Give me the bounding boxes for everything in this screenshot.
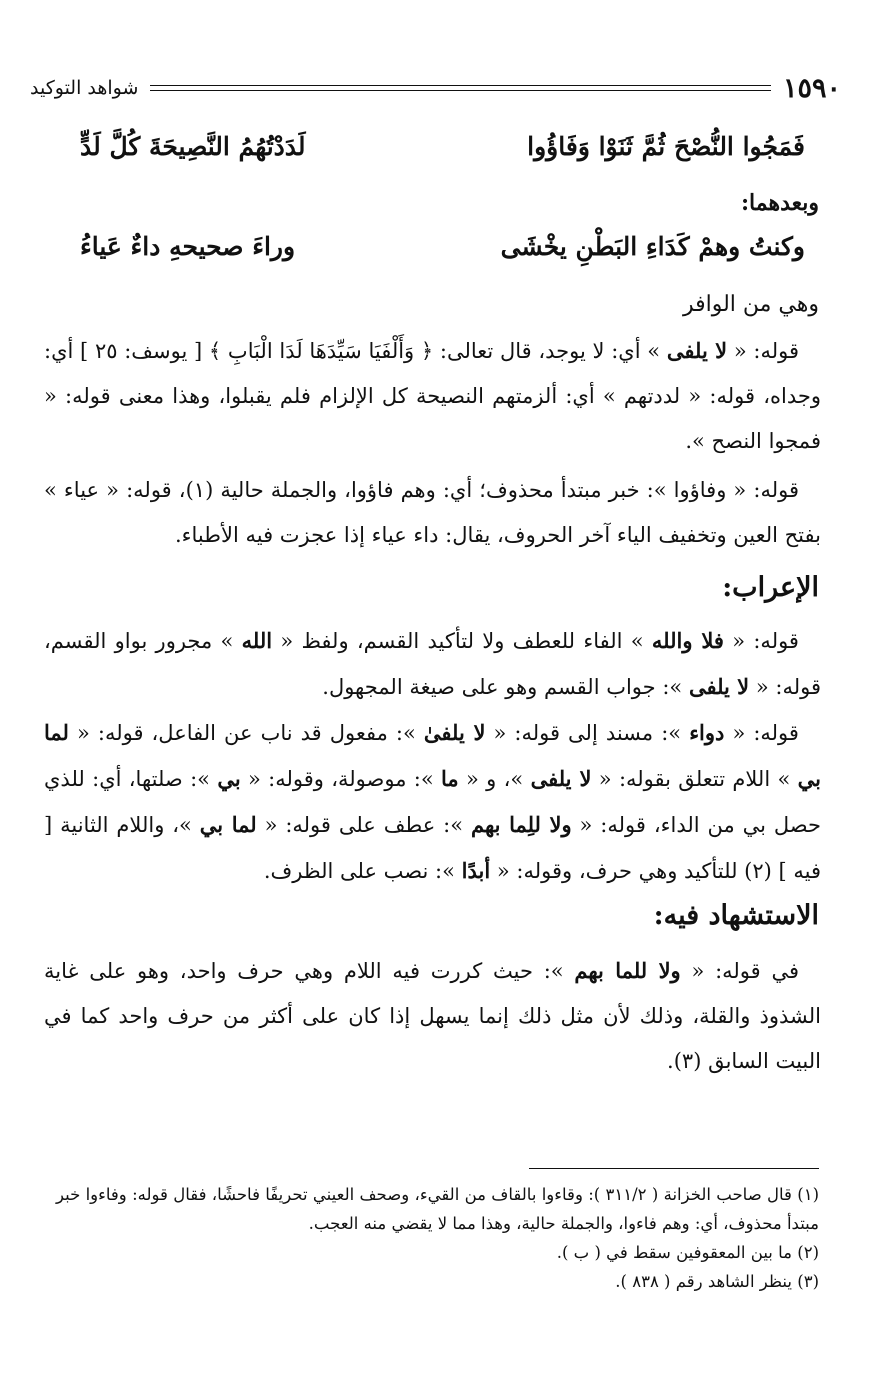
irab-paragraph-2 [44,710,821,894]
text-run: » مجرور بواو القسم، قوله: « [44,629,821,699]
header-rule [150,85,771,91]
quoted-term: دواء [689,720,725,745]
section-heading-istishhad: الاستشهاد فيه: [653,900,819,931]
text-run: قوله: « [732,629,799,653]
quoted-term: لا يلفى [666,338,728,363]
quoted-term: الله [241,628,273,653]
footnotes [56,1180,819,1296]
footnote-2: (٢) ما بين المعقوفين سقط في ( ب ). [556,1243,819,1262]
text-run: »: صلتها، أي: للذي حصل بي من الداء، قوله: « [44,767,821,837]
quoted-term: لا يلفى [688,674,750,699]
text-run: »: نصب على الظرف. [263,859,455,883]
verse-1-first-hemistich: فَمَجُوا النُّصْحَ ثُمَّ ثَنَوْا وَفَاؤُوا [527,132,805,161]
section-heading-irab: الإعراب: [722,572,819,603]
text-run: » أي: لا يوجد، قال تعالى: ﴿ وَأَلْفَيَا سَيِّدَهَا لَدَا الْبَابِ ﴾ [ يوسف: ٢٥ ] أي: وجداه، قوله: « لددتهم » أي: ألزمتهم النصيحة كل الإلزام فلم يقبلوا، وهذا معنى قوله: « فمجوا النصح ». [44,339,821,453]
verse-1-second-hemistich: لَدَدْتُهُمُ النَّصِيحَةَ كُلَّ لَدٍّ [80,132,306,161]
verse-line-1 [80,132,805,161]
verse-2-first-hemistich: وكنتُ وهمْ كَدَاءِ البَطْنِ يخْشَى [500,232,805,261]
text-run: »: جواب القسم وهو على صيغة المجهول. [322,675,683,699]
quoted-term: لما بي [199,812,257,837]
footnote-3: (٣) ينظر الشاهد رقم ( ٨٣٨ ). [615,1272,819,1291]
verse-2-second-hemistich: وراءَ صحيحهِ داءٌ عَياءُ [80,232,296,261]
after-them-label: وبعدهما: [740,190,819,216]
text-run: »: مفعول قد ناب عن الفاعل، قوله: « [76,721,416,745]
page-number: ١٥٩٠ [782,72,841,104]
quoted-term: ولا للِما بهم [471,812,572,837]
text-run: »، واللام الثانية [ فيه ] (٢) للتأكيد وهي حرف، وقوله: « [44,813,821,883]
irab-paragraph-1 [44,618,821,710]
commentary-paragraph-2: قوله: « وفاؤوا »: خبر مبتدأ محذوف؛ أي: وهم فاؤوا، والجملة حالية (١)، قوله: « عياء » بفتح العين وتخفيف الياء آخر الحروف، يقال: داء عياء إذا عجزت فيه الأطباء. [44,478,821,547]
quoted-term: ولا للما بهم [574,958,681,983]
quoted-term: فلا والله [651,628,724,653]
quoted-term: لا يلفى [530,766,592,791]
quoted-term: ما [441,766,459,791]
quoted-term: بي [217,766,241,791]
page-header [30,70,841,106]
commentary-paragraph-1 [44,328,821,464]
verse-line-2 [80,232,805,261]
footnote-separator [529,1168,819,1169]
quoted-term: أبدًا [461,858,491,883]
footnote-1: (١) قال صاحب الخزانة ( ٣١١/٢ ): وقاءوا بالقاف من القيء، وصحف العيني تحريفًا فاحشًا، فقال قوله: وفاءوا خبر مبتدأ محذوف، أي: وهم فاءوا، والجملة حالية، وهذا مما لا يقضي منه العجب. [56,1185,819,1233]
text-run: قوله: « [732,721,799,745]
text-run: » الفاء للعطف ولا لتأكيد القسم، ولفظ « [280,629,644,653]
meter-label: وهي من الوافر [682,292,819,317]
text-run: »: مسند إلى قوله: « [493,721,682,745]
text-run: »: حيث كررت فيه اللام وهي حرف واحد، وهو على غاية الشذوذ والقلة، وذلك لأن مثل ذلك إنما يسهل إذا كان على أكثر من حرف واحد كما في البيت السابق (٣). [44,959,821,1073]
text-run: في قوله: « [691,959,799,983]
running-title: شواهد التوكيد [30,77,139,99]
text-run: »: موصولة، وقوله: « [248,767,434,791]
text-run: قوله: « [733,339,800,363]
text-run: »: عطف على قوله: « [264,813,464,837]
istishhad-paragraph [44,948,821,1084]
quoted-term: لما بي [44,720,822,791]
text-run: » اللام تتعلق بقوله: « [598,767,791,791]
text-run: »، و « [466,767,524,791]
quoted-term: لا يلفىٰ [423,720,486,745]
